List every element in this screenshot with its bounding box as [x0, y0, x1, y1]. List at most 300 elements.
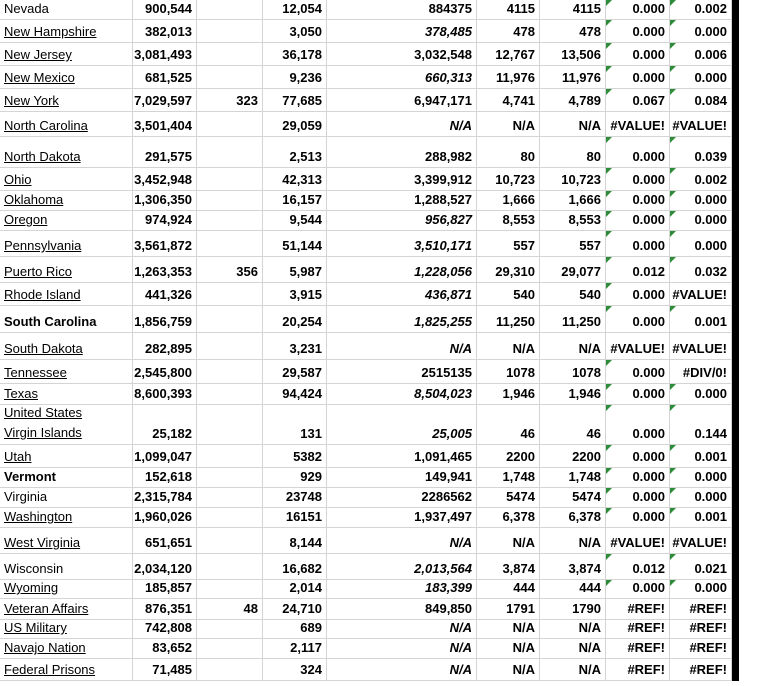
value-cell[interactable] — [670, 43, 732, 66]
value-cell[interactable] — [540, 89, 606, 112]
value-cell[interactable] — [477, 445, 540, 468]
value-cell[interactable] — [197, 639, 263, 659]
value-cell[interactable] — [477, 89, 540, 112]
value-cell[interactable] — [263, 445, 327, 468]
value-cell[interactable] — [327, 488, 477, 508]
row-label-cell[interactable] — [0, 257, 133, 283]
value-cell[interactable] — [197, 211, 263, 231]
value-cell[interactable] — [327, 283, 477, 306]
value-cell[interactable] — [606, 580, 670, 599]
value-cell[interactable] — [477, 211, 540, 231]
cell-value: 1,748 — [502, 469, 535, 484]
row-label: Vermont — [4, 469, 57, 484]
value-cell[interactable] — [327, 508, 477, 528]
value-cell[interactable] — [197, 137, 263, 168]
thick-border-bar — [732, 0, 739, 681]
row-label-cell[interactable] — [0, 20, 133, 43]
value-cell[interactable] — [263, 89, 327, 112]
value-cell[interactable] — [540, 283, 606, 306]
value-cell[interactable] — [197, 620, 263, 639]
cell-value: 1,306,350 — [134, 192, 192, 207]
value-cell[interactable] — [327, 405, 477, 445]
value-cell[interactable] — [263, 468, 327, 488]
value-cell[interactable] — [197, 257, 263, 283]
value-cell[interactable] — [670, 580, 732, 599]
value-cell[interactable] — [197, 405, 263, 445]
value-cell[interactable] — [540, 599, 606, 620]
value-cell[interactable] — [540, 43, 606, 66]
value-cell[interactable] — [670, 659, 732, 681]
value-cell[interactable] — [540, 211, 606, 231]
cell-value: 0.000 — [632, 449, 665, 464]
value-cell[interactable] — [263, 231, 327, 257]
value-cell[interactable] — [133, 405, 197, 445]
value-cell[interactable] — [477, 20, 540, 43]
value-cell[interactable] — [133, 168, 197, 191]
table-row — [0, 488, 758, 508]
value-cell[interactable] — [670, 508, 732, 528]
value-cell[interactable] — [670, 20, 732, 43]
value-cell[interactable] — [263, 360, 327, 384]
value-cell[interactable] — [197, 659, 263, 681]
value-cell[interactable] — [540, 620, 606, 639]
value-cell[interactable] — [477, 528, 540, 554]
value-cell[interactable] — [133, 191, 197, 211]
value-cell[interactable] — [477, 639, 540, 659]
value-cell[interactable] — [540, 528, 606, 554]
value-cell[interactable] — [606, 306, 670, 333]
value-cell[interactable] — [133, 468, 197, 488]
table-row — [0, 43, 758, 66]
value-cell[interactable] — [670, 620, 732, 639]
value-cell[interactable] — [327, 89, 477, 112]
value-cell[interactable] — [477, 333, 540, 360]
value-cell[interactable] — [606, 0, 670, 20]
value-cell[interactable] — [540, 488, 606, 508]
value-cell[interactable] — [133, 257, 197, 283]
value-cell[interactable] — [263, 639, 327, 659]
value-cell[interactable] — [670, 137, 732, 168]
value-cell[interactable] — [133, 360, 197, 384]
cell-value: 1,099,047 — [134, 449, 192, 464]
value-cell[interactable] — [263, 580, 327, 599]
cell-value: 0.000 — [632, 24, 665, 39]
value-cell[interactable] — [327, 528, 477, 554]
value-cell[interactable] — [133, 0, 197, 20]
table-row — [0, 137, 758, 168]
value-cell[interactable] — [670, 384, 732, 405]
value-cell[interactable] — [540, 66, 606, 89]
value-cell[interactable] — [606, 168, 670, 191]
value-cell[interactable] — [670, 333, 732, 360]
value-cell[interactable] — [263, 43, 327, 66]
value-cell[interactable] — [606, 89, 670, 112]
value-cell[interactable] — [670, 112, 732, 137]
value-cell[interactable] — [197, 468, 263, 488]
value-cell[interactable] — [477, 554, 540, 580]
value-cell[interactable] — [540, 231, 606, 257]
value-cell[interactable] — [540, 257, 606, 283]
value-cell[interactable] — [540, 384, 606, 405]
value-cell[interactable] — [133, 211, 197, 231]
value-cell[interactable] — [197, 112, 263, 137]
value-cell[interactable] — [133, 639, 197, 659]
value-cell[interactable] — [606, 508, 670, 528]
row-label-cell[interactable] — [0, 283, 133, 306]
row-label-cell[interactable] — [0, 89, 133, 112]
value-cell[interactable] — [263, 488, 327, 508]
value-cell[interactable] — [263, 283, 327, 306]
cell-value: 183,399 — [425, 580, 472, 595]
value-cell[interactable] — [327, 580, 477, 599]
cell-value: 11,250 — [495, 314, 535, 329]
value-cell[interactable] — [197, 66, 263, 89]
value-cell[interactable] — [540, 137, 606, 168]
value-cell[interactable] — [477, 659, 540, 681]
value-cell[interactable] — [477, 580, 540, 599]
value-cell[interactable] — [327, 66, 477, 89]
row-label-cell[interactable] — [0, 405, 133, 445]
value-cell[interactable] — [477, 306, 540, 333]
value-cell[interactable] — [133, 137, 197, 168]
value-cell[interactable] — [606, 257, 670, 283]
value-cell[interactable] — [133, 66, 197, 89]
value-cell[interactable] — [477, 508, 540, 528]
value-cell[interactable] — [327, 211, 477, 231]
row-label-cell[interactable] — [0, 137, 133, 168]
value-cell[interactable] — [263, 257, 327, 283]
value-cell[interactable] — [670, 405, 732, 445]
value-cell[interactable] — [263, 599, 327, 620]
row-label-cell[interactable] — [0, 620, 133, 639]
value-cell[interactable] — [606, 112, 670, 137]
value-cell[interactable] — [670, 231, 732, 257]
table-row — [0, 333, 758, 360]
value-cell[interactable] — [477, 468, 540, 488]
cell-value: 557 — [579, 238, 601, 253]
cell-value: 16151 — [285, 509, 322, 524]
value-cell[interactable] — [670, 168, 732, 191]
value-cell[interactable] — [197, 191, 263, 211]
value-cell[interactable] — [133, 112, 197, 137]
value-cell[interactable] — [540, 191, 606, 211]
value-cell[interactable] — [327, 306, 477, 333]
value-cell[interactable] — [197, 599, 263, 620]
value-cell[interactable] — [133, 488, 197, 508]
value-cell[interactable] — [477, 0, 540, 20]
value-cell[interactable] — [263, 0, 327, 20]
row-label-cell[interactable] — [0, 639, 133, 659]
value-cell[interactable] — [606, 231, 670, 257]
value-cell[interactable] — [133, 659, 197, 681]
cell-value: #REF! — [689, 620, 727, 635]
row-label-cell[interactable] — [0, 508, 133, 528]
value-cell[interactable] — [327, 639, 477, 659]
value-cell[interactable] — [133, 333, 197, 360]
value-cell[interactable] — [327, 468, 477, 488]
value-cell[interactable] — [540, 360, 606, 384]
value-cell[interactable] — [477, 257, 540, 283]
value-cell[interactable] — [540, 333, 606, 360]
value-cell[interactable] — [263, 20, 327, 43]
value-cell[interactable] — [670, 445, 732, 468]
value-cell[interactable] — [477, 66, 540, 89]
value-cell[interactable] — [263, 620, 327, 639]
value-cell[interactable] — [197, 283, 263, 306]
value-cell[interactable] — [327, 231, 477, 257]
value-cell[interactable] — [263, 112, 327, 137]
value-cell[interactable] — [477, 384, 540, 405]
value-cell[interactable] — [263, 508, 327, 528]
value-cell[interactable] — [477, 43, 540, 66]
value-cell[interactable] — [327, 445, 477, 468]
cell-value: 48 — [243, 601, 258, 616]
value-cell[interactable] — [263, 659, 327, 681]
value-cell[interactable] — [606, 599, 670, 620]
value-cell[interactable] — [263, 211, 327, 231]
cell-value: 2286562 — [421, 489, 472, 504]
row-label-cell[interactable] — [0, 168, 133, 191]
row-label-cell[interactable] — [0, 66, 133, 89]
value-cell[interactable] — [327, 0, 477, 20]
value-cell[interactable] — [327, 333, 477, 360]
value-cell[interactable] — [197, 306, 263, 333]
value-cell[interactable] — [670, 488, 732, 508]
cell-value: 16,157 — [282, 192, 322, 207]
row-label-cell[interactable] — [0, 191, 133, 211]
cell-value: 2,013,564 — [414, 561, 472, 576]
value-cell[interactable] — [197, 360, 263, 384]
value-cell[interactable] — [477, 168, 540, 191]
row-label-cell[interactable] — [0, 659, 133, 681]
value-cell[interactable] — [197, 528, 263, 554]
value-cell[interactable] — [670, 211, 732, 231]
value-cell[interactable] — [197, 508, 263, 528]
value-cell[interactable] — [477, 112, 540, 137]
value-cell[interactable] — [670, 306, 732, 333]
value-cell[interactable] — [133, 599, 197, 620]
value-cell[interactable] — [606, 384, 670, 405]
value-cell[interactable] — [133, 283, 197, 306]
value-cell[interactable] — [606, 620, 670, 639]
value-cell[interactable] — [606, 360, 670, 384]
value-cell[interactable] — [670, 257, 732, 283]
value-cell[interactable] — [540, 468, 606, 488]
value-cell[interactable] — [133, 231, 197, 257]
value-cell[interactable] — [540, 554, 606, 580]
value-cell[interactable] — [540, 405, 606, 445]
cell-value: 0.000 — [632, 580, 665, 595]
value-cell[interactable] — [670, 554, 732, 580]
value-cell[interactable] — [197, 43, 263, 66]
value-cell[interactable] — [327, 384, 477, 405]
value-cell[interactable] — [540, 20, 606, 43]
cell-value: 5382 — [293, 449, 322, 464]
value-cell[interactable] — [133, 528, 197, 554]
cell-value: N/A — [578, 640, 601, 655]
value-cell[interactable] — [327, 168, 477, 191]
value-cell[interactable] — [540, 580, 606, 599]
value-cell[interactable] — [263, 333, 327, 360]
value-cell[interactable] — [197, 333, 263, 360]
value-cell[interactable] — [606, 137, 670, 168]
value-cell[interactable] — [197, 168, 263, 191]
value-cell[interactable] — [606, 333, 670, 360]
table-row — [0, 468, 758, 488]
value-cell[interactable] — [540, 306, 606, 333]
row-label-cell[interactable] — [0, 384, 133, 405]
table-row — [0, 360, 758, 384]
value-cell[interactable] — [670, 89, 732, 112]
cell-value: 80 — [520, 149, 535, 164]
value-cell[interactable] — [133, 580, 197, 599]
value-cell[interactable] — [477, 620, 540, 639]
value-cell[interactable] — [477, 283, 540, 306]
value-cell[interactable] — [327, 659, 477, 681]
value-cell[interactable] — [327, 360, 477, 384]
value-cell[interactable] — [197, 580, 263, 599]
row-label-cell[interactable] — [0, 488, 133, 508]
value-cell[interactable] — [197, 445, 263, 468]
row-label-cell[interactable] — [0, 231, 133, 257]
value-cell[interactable] — [606, 43, 670, 66]
row-label-cell[interactable] — [0, 580, 133, 599]
value-cell[interactable] — [477, 191, 540, 211]
value-cell[interactable] — [197, 20, 263, 43]
cell-value: 974,924 — [145, 212, 192, 227]
value-cell[interactable] — [670, 639, 732, 659]
cell-value: 8,144 — [289, 535, 322, 550]
value-cell[interactable] — [540, 639, 606, 659]
value-cell[interactable] — [670, 599, 732, 620]
value-cell[interactable] — [540, 508, 606, 528]
value-cell[interactable] — [606, 554, 670, 580]
value-cell[interactable] — [197, 488, 263, 508]
value-cell[interactable] — [327, 191, 477, 211]
value-cell[interactable] — [606, 20, 670, 43]
value-cell[interactable] — [606, 66, 670, 89]
value-cell[interactable] — [670, 191, 732, 211]
value-cell[interactable] — [133, 554, 197, 580]
cell-value: #VALUE! — [672, 287, 727, 302]
value-cell[interactable] — [477, 231, 540, 257]
value-cell[interactable] — [540, 659, 606, 681]
value-cell[interactable] — [606, 405, 670, 445]
value-cell[interactable] — [540, 445, 606, 468]
cell-value: 5474 — [506, 489, 535, 504]
value-cell[interactable] — [263, 306, 327, 333]
value-cell[interactable] — [263, 66, 327, 89]
value-cell[interactable] — [197, 554, 263, 580]
value-cell[interactable] — [606, 445, 670, 468]
value-cell[interactable] — [133, 620, 197, 639]
row-label-cell[interactable] — [0, 554, 133, 580]
value-cell[interactable] — [263, 168, 327, 191]
value-cell[interactable] — [133, 20, 197, 43]
value-cell[interactable] — [477, 137, 540, 168]
value-cell[interactable] — [197, 89, 263, 112]
row-label-cell[interactable] — [0, 0, 133, 20]
row-label-cell[interactable] — [0, 306, 133, 333]
value-cell[interactable] — [327, 599, 477, 620]
value-cell[interactable] — [263, 384, 327, 405]
cell-value: 6,947,171 — [414, 93, 472, 108]
row-label-cell[interactable] — [0, 468, 133, 488]
row-label-cell[interactable] — [0, 211, 133, 231]
value-cell[interactable] — [540, 168, 606, 191]
cell-value: 1,937,497 — [414, 509, 472, 524]
value-cell[interactable] — [327, 20, 477, 43]
value-cell[interactable] — [670, 66, 732, 89]
value-cell[interactable] — [606, 528, 670, 554]
value-cell[interactable] — [133, 508, 197, 528]
value-cell[interactable] — [670, 528, 732, 554]
value-cell[interactable] — [606, 283, 670, 306]
row-label-cell[interactable] — [0, 599, 133, 620]
value-cell[interactable] — [197, 384, 263, 405]
cell-value: 1,856,759 — [134, 314, 192, 329]
value-cell[interactable] — [133, 43, 197, 66]
cell-value: 1078 — [572, 365, 601, 380]
value-cell[interactable] — [133, 306, 197, 333]
row-label-cell[interactable] — [0, 333, 133, 360]
cell-value: 0.012 — [632, 561, 665, 576]
value-cell[interactable] — [327, 554, 477, 580]
value-cell[interactable] — [606, 468, 670, 488]
cell-value: 0.000 — [632, 489, 665, 504]
row-label-cell[interactable] — [0, 445, 133, 468]
value-cell[interactable] — [263, 137, 327, 168]
row-label-cell[interactable] — [0, 112, 133, 137]
row-label-cell[interactable] — [0, 528, 133, 554]
value-cell[interactable] — [197, 0, 263, 20]
row-label-cell[interactable] — [0, 360, 133, 384]
value-cell[interactable] — [263, 554, 327, 580]
value-cell[interactable] — [477, 360, 540, 384]
value-cell[interactable] — [670, 360, 732, 384]
value-cell[interactable] — [263, 405, 327, 445]
value-cell[interactable] — [540, 112, 606, 137]
value-cell[interactable] — [606, 639, 670, 659]
value-cell[interactable] — [327, 257, 477, 283]
value-cell[interactable] — [133, 445, 197, 468]
value-cell[interactable] — [606, 191, 670, 211]
value-cell[interactable] — [327, 137, 477, 168]
value-cell[interactable] — [606, 211, 670, 231]
cell-value: 0.000 — [632, 70, 665, 85]
value-cell[interactable] — [327, 112, 477, 137]
value-cell[interactable] — [606, 488, 670, 508]
value-cell[interactable] — [133, 89, 197, 112]
value-cell[interactable] — [327, 620, 477, 639]
value-cell[interactable] — [670, 0, 732, 20]
value-cell[interactable] — [327, 43, 477, 66]
value-cell[interactable] — [540, 0, 606, 20]
value-cell[interactable] — [477, 405, 540, 445]
value-cell[interactable] — [263, 528, 327, 554]
value-cell[interactable] — [670, 283, 732, 306]
value-cell[interactable] — [133, 384, 197, 405]
row-label-cell[interactable] — [0, 43, 133, 66]
value-cell[interactable] — [197, 231, 263, 257]
value-cell[interactable] — [263, 191, 327, 211]
row-label: Oregon — [4, 212, 48, 227]
cell-value: 5,987 — [289, 264, 322, 279]
value-cell[interactable] — [477, 599, 540, 620]
value-cell[interactable] — [670, 468, 732, 488]
value-cell[interactable] — [477, 488, 540, 508]
value-cell[interactable] — [606, 659, 670, 681]
